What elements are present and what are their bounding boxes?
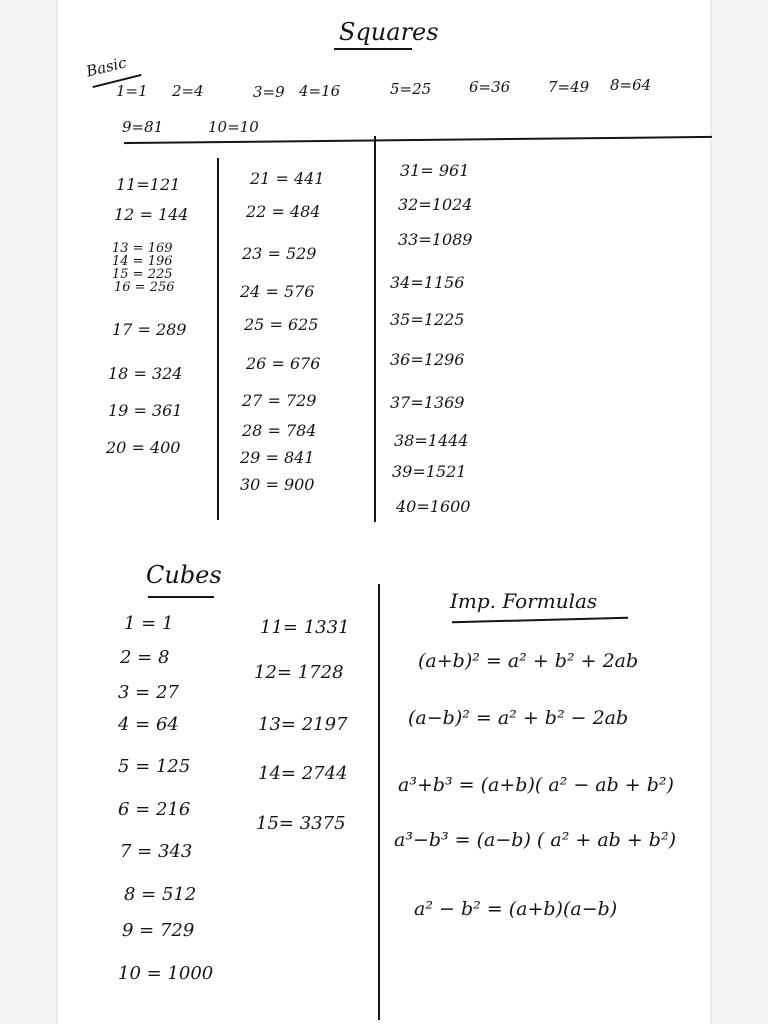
basic-square-4: 4=16 [299,82,341,100]
square-23: 23 = 529 [242,244,317,263]
formula-sum-of-cubes: a³+b³ = (a+b)( a² − ab + b²) [398,774,674,796]
square-28: 28 = 784 [242,421,317,440]
square-16: 16 = 256 [114,280,175,295]
basic-square-8: 8=64 [610,76,652,94]
notebook-page [58,0,710,1024]
basic-square-7: 7=49 [548,78,590,96]
basic-square-2: 2=4 [172,82,204,100]
cube-5: 5 = 125 [118,756,191,777]
cubes-title-underline [148,596,214,598]
basic-square-5: 5=25 [390,80,432,98]
cube-13: 13= 2197 [258,714,348,735]
square-33: 33=1089 [398,230,473,249]
square-26: 26 = 676 [246,354,321,373]
square-27: 27 = 729 [242,391,317,410]
basic-square-10: 10=10 [208,118,259,136]
cube-6: 6 = 216 [118,799,191,820]
cube-11: 11= 1331 [260,617,350,638]
cube-14: 14= 2744 [258,763,348,784]
square-17: 17 = 289 [112,320,187,339]
square-20: 20 = 400 [106,438,181,457]
formula-square-of-difference: (a−b)² = a² + b² − 2ab [408,707,629,729]
formula-difference-of-cubes: a³−b³ = (a−b) ( a² + ab + b²) [394,829,676,851]
square-36: 36=1296 [390,350,465,369]
square-32: 32=1024 [398,195,473,214]
squares-column-divider-1 [217,158,219,520]
square-24: 24 = 576 [240,282,315,301]
square-11: 11=121 [116,175,181,194]
cube-2: 2 = 8 [120,647,170,668]
squares-title-underline [334,48,412,50]
basic-label: Basic [84,53,129,81]
cube-12: 12= 1728 [254,662,344,683]
cube-8: 8 = 512 [124,884,197,905]
formula-square-of-sum: (a+b)² = a² + b² + 2ab [418,650,639,672]
square-39: 39=1521 [392,462,467,481]
square-25: 25 = 625 [244,315,319,334]
square-14: 14 = 196 [112,254,173,269]
cube-15: 15= 3375 [256,813,346,834]
square-12: 12 = 144 [114,205,189,224]
square-15: 15 = 225 [112,267,173,282]
square-38: 38=1444 [394,431,469,450]
cube-4: 4 = 64 [118,714,179,735]
formula-difference-of-squares: a² − b² = (a+b)(a−b) [414,898,618,920]
squares-divider [124,136,712,144]
square-35: 35=1225 [390,310,465,329]
squares-column-divider-2 [374,136,376,522]
squares-title: Squares [339,18,439,46]
square-29: 29 = 841 [240,448,315,467]
square-34: 34=1156 [390,273,465,292]
cube-1: 1 = 1 [124,613,174,634]
square-30: 30 = 900 [240,475,315,494]
cube-3: 3 = 27 [118,682,179,703]
square-22: 22 = 484 [246,202,321,221]
basic-square-1: 1=1 [116,82,148,100]
formulas-title-underline [452,617,628,624]
square-37: 37=1369 [390,393,465,412]
square-13: 13 = 169 [112,241,173,256]
square-18: 18 = 324 [108,364,183,383]
square-31: 31= 961 [400,161,470,180]
square-21: 21 = 441 [250,169,325,188]
cubes-formulas-divider [378,584,380,1020]
basic-square-6: 6=36 [469,78,511,96]
basic-square-9: 9=81 [122,118,164,136]
formulas-title: Imp. Formulas [450,589,598,613]
square-19: 19 = 361 [108,401,183,420]
basic-square-3: 3=9 [253,83,285,101]
cube-9: 9 = 729 [122,920,195,941]
cube-7: 7 = 343 [120,841,193,862]
square-40: 40=1600 [396,497,471,516]
cube-10: 10 = 1000 [118,963,214,984]
cubes-title: Cubes [146,561,222,589]
